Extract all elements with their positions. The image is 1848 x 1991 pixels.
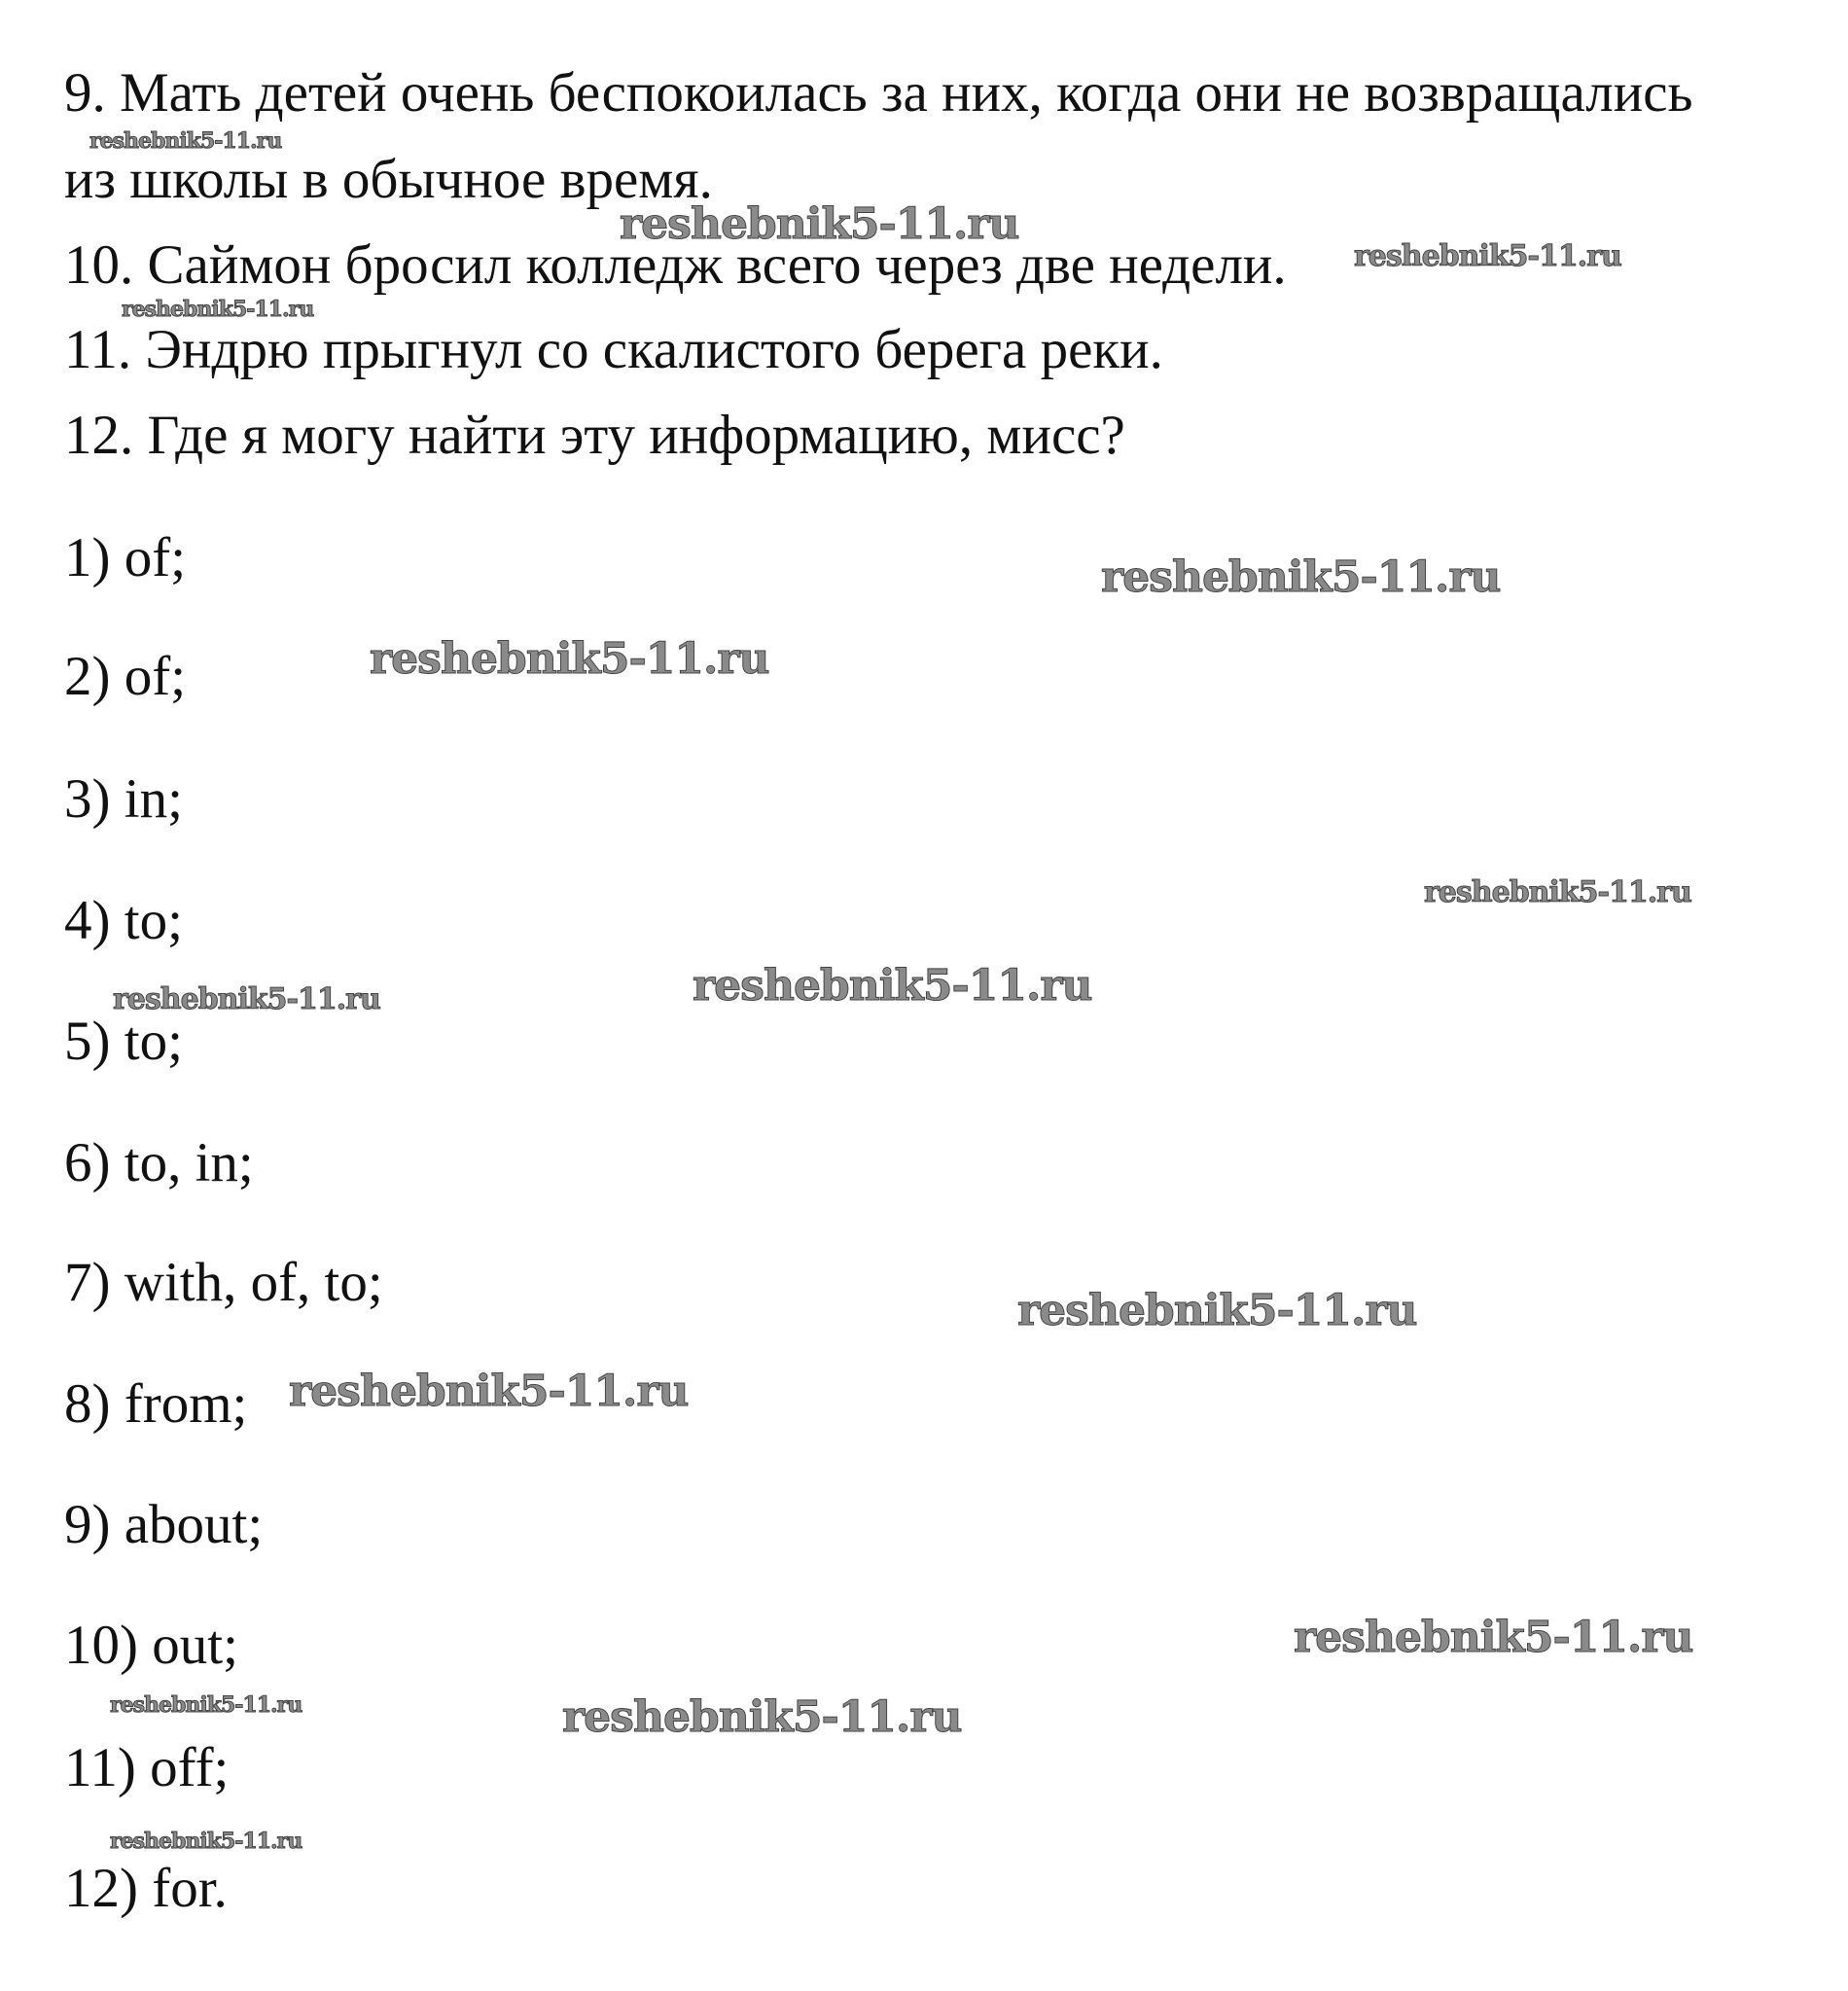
watermark: reshebnik5-11.ru: [289, 1367, 689, 1416]
watermark: reshebnik5-11.ru: [562, 1692, 962, 1742]
answer-item: 12) for.: [64, 1858, 228, 1919]
answer-item: 6) to, in;: [64, 1132, 254, 1193]
watermark: reshebnik5-11.ru: [122, 297, 314, 322]
sentence-line: 10. Саймон бросил колледж всего через две недели.: [64, 234, 1287, 296]
sentence-line: 11. Эндрю прыгнул со скалистого берега реки.: [64, 319, 1163, 380]
watermark: reshebnik5-11.ru: [1101, 552, 1501, 602]
watermark: reshebnik5-11.ru: [1294, 1613, 1693, 1662]
answer-item: 9) about;: [64, 1494, 264, 1555]
watermark: reshebnik5-11.ru: [89, 128, 282, 154]
watermark: reshebnik5-11.ru: [620, 199, 1019, 249]
watermark: reshebnik5-11.ru: [693, 961, 1092, 1011]
answer-item: 5) to;: [64, 1011, 183, 1072]
watermark: reshebnik5-11.ru: [113, 982, 380, 1016]
answer-item: 11) off;: [64, 1737, 230, 1798]
watermark: reshebnik5-11.ru: [110, 1829, 302, 1854]
watermark: reshebnik5-11.ru: [1424, 875, 1691, 909]
watermark: reshebnik5-11.ru: [110, 1692, 302, 1718]
answer-item: 2) of;: [64, 646, 187, 707]
answer-item: 4) to;: [64, 890, 183, 951]
watermark: reshebnik5-11.ru: [1017, 1286, 1417, 1335]
sentence-line: 12. Где я могу найти эту информацию, мисс?: [64, 405, 1125, 466]
answer-item: 8) from;: [64, 1373, 248, 1435]
watermark: reshebnik5-11.ru: [1354, 239, 1621, 273]
answer-item: 10) out;: [64, 1615, 238, 1676]
watermark: reshebnik5-11.ru: [370, 634, 769, 684]
sentence-line: из школы в обычное время.: [64, 149, 713, 210]
answer-item: 3) in;: [64, 768, 183, 830]
answer-item: 1) of;: [64, 527, 187, 588]
sentence-line: 9. Мать детей очень беспокоилась за них, когда они не возвращались: [64, 62, 1693, 124]
answer-item: 7) with, of, to;: [64, 1252, 383, 1313]
